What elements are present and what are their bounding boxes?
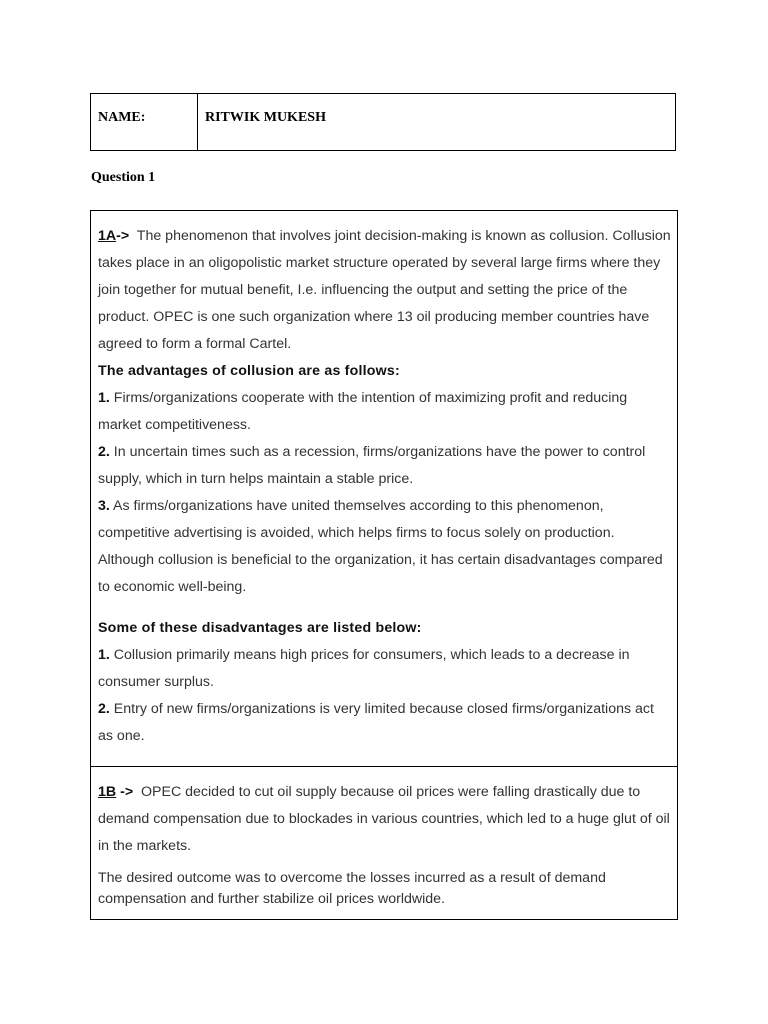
advantage-number: 1. (98, 390, 110, 406)
answer-1a-intro-text: The phenomenon that involves joint decision-making is known as collusion. Collusion takes place in an oligopolistic market structure operated by several large firms where they join together for mutual benefit, I.e. influencing the output and setting the price of the product. OPEC is one such organization where 13 oil producing member countries have agreed to form a formal Cartel. (98, 228, 671, 352)
disadvantage-item (98, 696, 671, 750)
answer-1b-box (90, 766, 678, 920)
answer-1b-intro-text: OPEC decided to cut oil supply because oil prices were falling drastically due to demand compensation due to blockades in various countries, which led to a huge glut of oil in the markets. (98, 784, 670, 854)
name-table (90, 93, 676, 151)
name-value: RITWIK MUKESH (205, 110, 326, 125)
advantages-heading: The advantages of collusion are as follows: (98, 363, 400, 379)
disadvantage-item (98, 642, 671, 696)
name-label: NAME: (91, 94, 198, 150)
answer-1a-box (90, 210, 678, 767)
advantage-text: In uncertain times such as a recession, firms/organizations have the power to control supply, which in turn helps maintain a stable price. (98, 444, 646, 487)
disadvantage-text: Entry of new firms/organizations is very limited because closed firms/organizations act as one. (98, 701, 654, 744)
answer-1b-arrow: -> (120, 784, 134, 800)
question-heading: Question 1 (91, 170, 156, 185)
advantage-number: 2. (98, 444, 110, 460)
advantage-text: Firms/organizations cooperate with the intention of maximizing profit and reducing market competitiveness. (98, 390, 628, 433)
advantage-item (98, 439, 671, 493)
advantage-text: As firms/organizations have united themselves according to this phenomenon, competitive advertising is avoided, which helps firms to focus solely on production. Although collusion is beneficial to the organization, it has certain disadvantages compared to economic well-being. (98, 498, 663, 595)
advantage-number: 3. (98, 498, 110, 514)
answer-1a-arrow: -> (116, 228, 130, 244)
answer-1a-tag: 1A (98, 228, 117, 244)
advantage-item (98, 385, 671, 439)
advantage-item (98, 493, 671, 601)
disadvantage-number: 2. (98, 701, 110, 717)
disadvantage-text: Collusion primarily means high prices for consumers, which leads to a decrease in consumer surplus. (98, 647, 630, 690)
answer-1a-intro (98, 223, 671, 358)
disadvantage-number: 1. (98, 647, 110, 663)
answer-1b-intro (98, 779, 671, 860)
answer-1b-outcome: The desired outcome was to overcome the losses incurred as a result of demand compensation and further stabilize oil prices worldwide. (98, 870, 606, 907)
answer-1b-tag: 1B (98, 784, 117, 800)
disadvantages-heading: Some of these disadvantages are listed below: (98, 620, 422, 636)
